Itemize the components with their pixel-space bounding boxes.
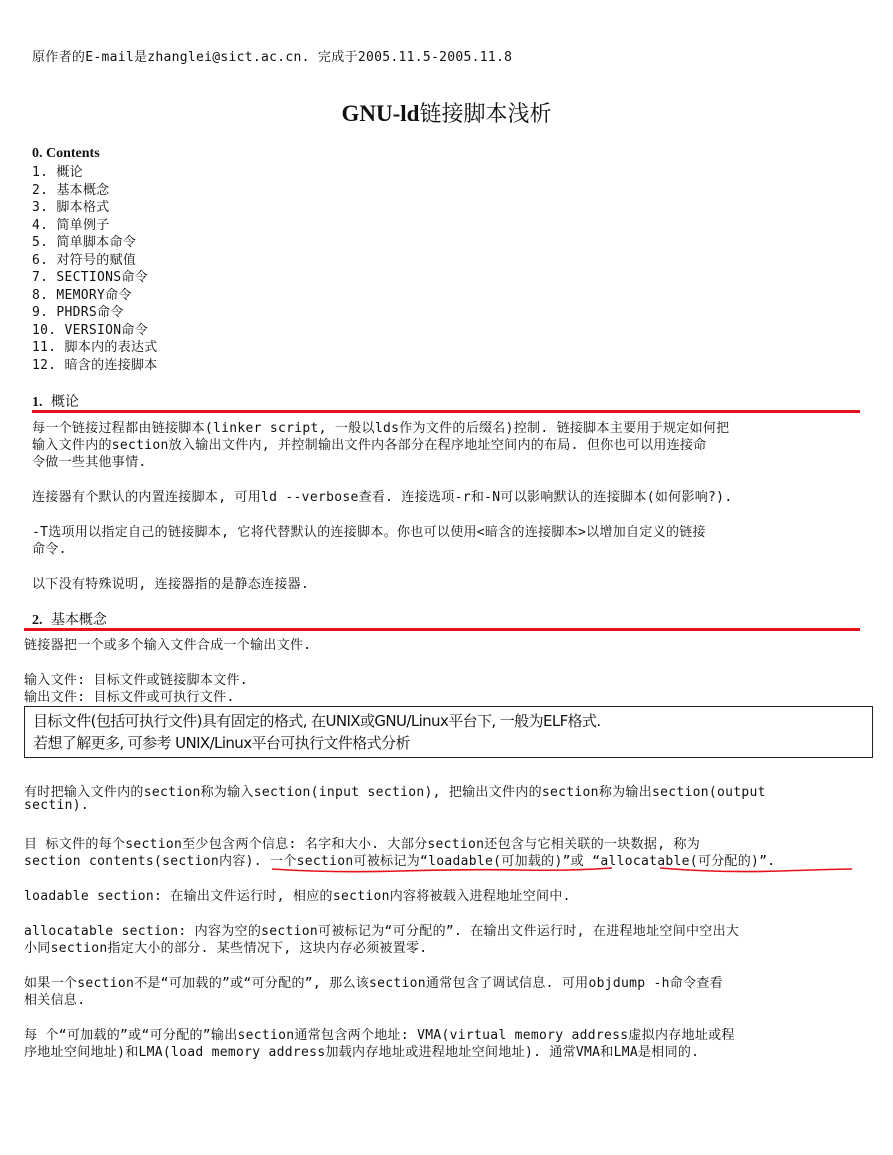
s1-p3-line1: -T选项用以指定自己的链接脚本, 它将代替默认的连接脚本。你也可以使用<暗含的连接脚本>以增加自定义的链接 xyxy=(32,525,706,540)
note-box-line2[interactable]: 若想了解更多, 可参考 UNIX/Linux平台可执行文件格式分析 xyxy=(33,734,410,752)
author-line: 原作者的E-mail是zhanglei@sict.ac.cn. 完成于2005.11.5-2005.11.8 xyxy=(32,50,513,65)
section-2-number: 2. xyxy=(32,613,43,628)
title-rest: 链接脚本浅析 xyxy=(419,102,552,127)
s2-p6-line2: 小同section指定大小的部分. 某些情况下, 这块内存必须被置零. xyxy=(24,941,428,956)
page-title xyxy=(0,97,893,128)
contents-heading: 0. Contents xyxy=(32,146,100,161)
contents-item[interactable]: 5. 简单脚本命令 xyxy=(32,235,137,250)
s2-p4-part-e: . xyxy=(767,854,776,869)
contents-item[interactable]: 1. 概论 xyxy=(32,165,83,180)
contents-list xyxy=(32,164,158,374)
s1-p2: 连接器有个默认的内置连接脚本, 可用ld --verbose查看. 连接选项-r和-N可以影响默认的连接脚本(如何影响?). xyxy=(32,490,733,505)
note-box-line1: 目标文件(包括可执行文件)具有固定的格式, 在UNIX或GNU/Linux平台下, 一般为ELF格式. xyxy=(33,712,601,730)
s1-p1-line2: 输入文件内的section放入输出文件内, 并控制输出文件内各部分在程序地址空间内的布局. 但你也可以用连接命 xyxy=(32,438,707,453)
s2-p4-allocatable: “allocatable(可分配的)” xyxy=(592,854,768,869)
s2-p4-line1: 目 标文件的每个section至少包含两个信息: 名字和大小. 大部分section还包含与它相关联的一块数据, 称为 xyxy=(24,837,701,852)
section-2-title: 基本概念 xyxy=(50,612,107,628)
title-bold: GNU-ld xyxy=(341,101,420,126)
s2-p1: 链接器把一个或多个输入文件合成一个输出文件. xyxy=(24,638,312,653)
s1-p1-line1: 每一个链接过程都由链接脚本(linker script, 一般以lds作为文件的后缀名)控制. 链接脚本主要用于规定如何把 xyxy=(32,421,730,436)
s2-p4-loadable: 一个section可被标记为“loadable(可加载的)” xyxy=(270,854,571,869)
contents-item[interactable]: 3. 脚本格式 xyxy=(32,200,110,215)
contents-item[interactable]: 10. VERSION命令 xyxy=(32,322,148,338)
s2-p7-line2: 相关信息. xyxy=(24,993,86,1008)
s2-p3-line2: sectin). xyxy=(24,798,90,813)
s1-p4: 以下没有特殊说明, 连接器指的是静态连接器. xyxy=(32,577,310,592)
section-1-number: 1. xyxy=(32,395,43,410)
note-box xyxy=(24,706,873,758)
section-2-rule xyxy=(24,628,860,631)
s2-p2-line1: 输入文件: 目标文件或链接脚本文件. xyxy=(24,673,248,688)
contents-item[interactable]: 4. 简单例子 xyxy=(32,217,110,233)
s2-p4-line2 xyxy=(24,850,775,869)
section-2-heading xyxy=(32,609,107,629)
s2-p8-line2: 序地址空间地址)和LMA(load memory address加载内存地址或进程地址空间地址). 通常VMA和LMA是相同的. xyxy=(24,1045,700,1060)
s2-p6-line1: allocatable section: 内容为空的section可被标记为“可分配的”. 在输出文件运行时, 在进程地址空间中空出大 xyxy=(24,924,740,939)
contents-item[interactable]: 6. 对符号的赋值 xyxy=(32,252,137,268)
s2-p8-line1: 每 个“可加载的”或“可分配的”输出section通常包含两个地址: VMA(virtual memory address虚拟内存地址或程 xyxy=(24,1028,735,1043)
contents-item[interactable]: 11. 脚本内的表达式 xyxy=(32,340,158,355)
section-1-heading xyxy=(32,391,79,411)
contents-item[interactable]: 2. 基本概念 xyxy=(32,182,110,198)
s1-p3-line2: 命令. xyxy=(32,542,67,557)
s2-p3-line1: 有时把输入文件内的section称为输入section(input section), 把输出文件内的section称为输出section(output xyxy=(24,785,766,800)
section-1-title: 概论 xyxy=(50,394,79,410)
s2-p4-part-c: 或 xyxy=(570,854,593,869)
contents-item[interactable]: 7. SECTIONS命令 xyxy=(32,270,148,285)
s2-p5: loadable section: 在输出文件运行时, 相应的section内容将被载入进程地址空间中. xyxy=(24,889,571,904)
s2-p2-line2: 输出文件: 目标文件或可执行文件. xyxy=(24,690,235,705)
contents-item[interactable]: 9. PHDRS命令 xyxy=(32,305,124,320)
s2-p7-line1: 如果一个section不是“可加载的”或“可分配的”, 那么该section通常包含了调试信息. 可用objdump -h命令查看 xyxy=(24,976,723,991)
s2-p4-part-a: section contents(section内容). xyxy=(24,854,271,869)
contents-item[interactable]: 8. MEMORY命令 xyxy=(32,287,132,303)
s1-p1-line3: 令做一些其他事情. xyxy=(32,455,147,470)
section-1-rule xyxy=(32,410,860,413)
contents-item[interactable]: 12. 暗含的连接脚本 xyxy=(32,357,158,373)
